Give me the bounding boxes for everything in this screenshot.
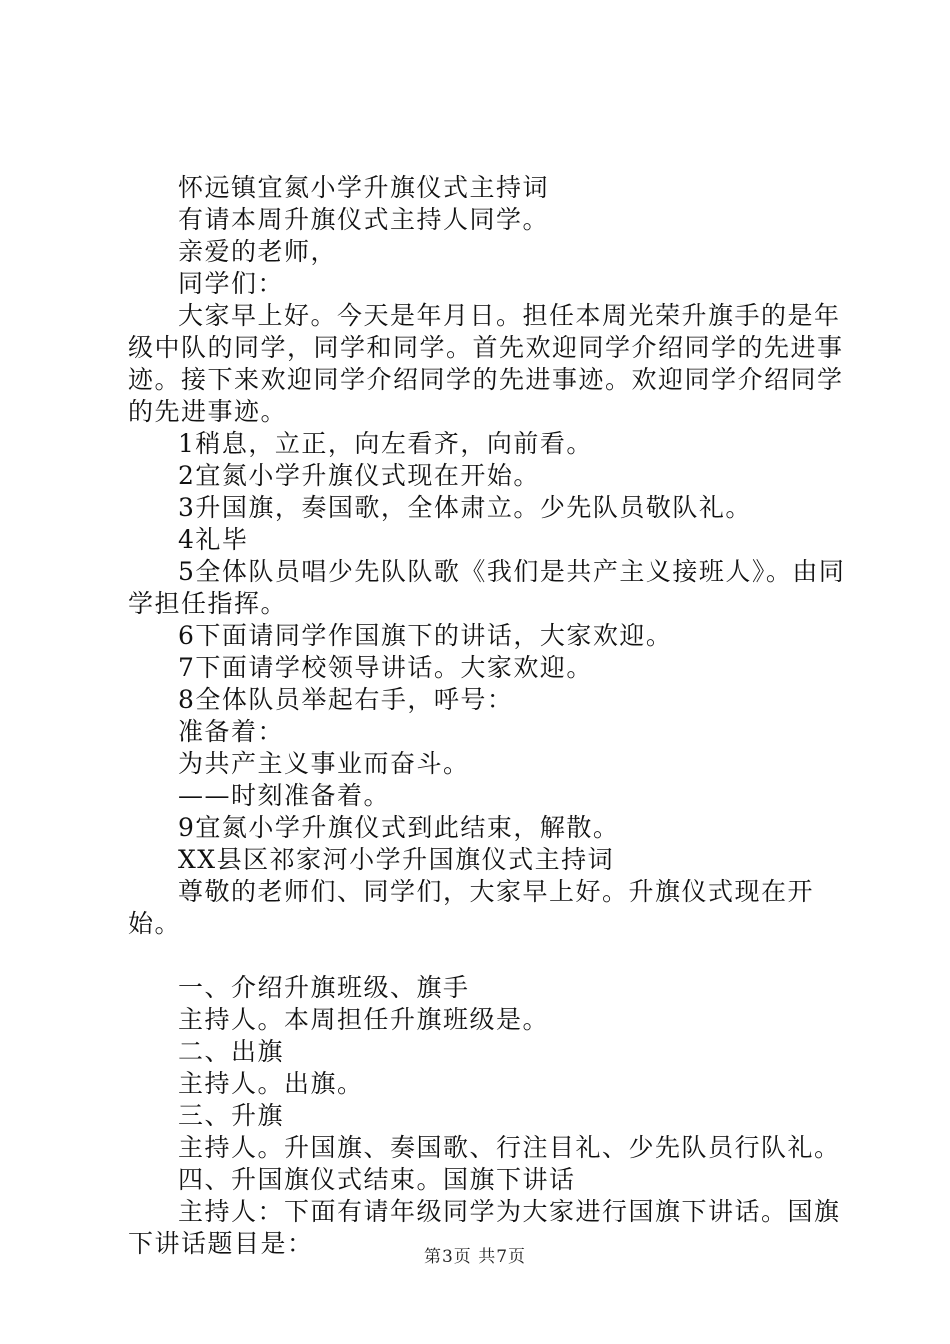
list-item: 8全体队员举起右手，呼号：	[178, 685, 514, 714]
paragraph: ——时刻准备着。	[178, 781, 391, 810]
paragraph: 有请本周升旗仪式主持人同学。	[178, 205, 550, 234]
blank-line	[128, 940, 848, 972]
list-item: 9宜氮小学升旗仪式到此结束，解散。	[178, 813, 620, 842]
paragraph: 亲爱的老师，	[178, 237, 338, 266]
section-heading: 二、出旗	[178, 1037, 285, 1066]
list-item: 4礼毕	[178, 525, 249, 554]
section-heading: 三、升旗	[178, 1101, 285, 1130]
paragraph: 主持人。本周担任升旗班级是。	[178, 1005, 550, 1034]
paragraph: 同学们：	[178, 269, 285, 298]
list-item: 3升国旗，奏国歌，全体肃立。少先队员敬队礼。	[178, 493, 752, 522]
list-item: 1稍息，立正，向左看齐，向前看。	[178, 429, 593, 458]
paragraph: 为共产主义事业而奋斗。	[178, 749, 470, 778]
section-title: XX县区祁家河小学升国旗仪式主持词	[178, 845, 615, 874]
document-body	[128, 172, 848, 1260]
paragraph: 大家早上好。今天是年月日。担任本周光荣升旗手的是年级中队的同学，同学和同学。首先欢迎同学介绍同学的先进事迹。接下来欢迎同学介绍同学的先进事迹。欢迎同学介绍同学的先进事迹。	[128, 301, 844, 426]
paragraph: 主持人：下面有请年级同学为大家进行国旗下讲话。国旗下讲话题目是：	[128, 1197, 841, 1258]
section-heading: 四、升国旗仪式结束。国旗下讲话	[178, 1165, 576, 1194]
title-line: 怀远镇宜氮小学升旗仪式主持词	[178, 173, 550, 202]
paragraph: 尊敬的老师们、同学们，大家早上好。升旗仪式现在开始。	[128, 877, 815, 938]
paragraph: 准备着：	[178, 717, 285, 746]
paragraph: 主持人。出旗。	[178, 1069, 364, 1098]
list-item: 6下面请同学作国旗下的讲话，大家欢迎。	[178, 621, 673, 650]
list-item: 7下面请学校领导讲话。大家欢迎。	[178, 653, 593, 682]
paragraph: 主持人。升国旗、奏国歌、行注目礼、少先队员行队礼。	[178, 1133, 841, 1162]
section-heading: 一、介绍升旗班级、旗手	[178, 973, 470, 1002]
list-item: 2宜氮小学升旗仪式现在开始。	[178, 461, 540, 490]
list-item: 5全体队员唱少先队队歌《我们是共产主义接班人》。由同学担任指挥。	[128, 557, 846, 618]
page-footer: 第3页 共7页	[423, 1247, 527, 1267]
